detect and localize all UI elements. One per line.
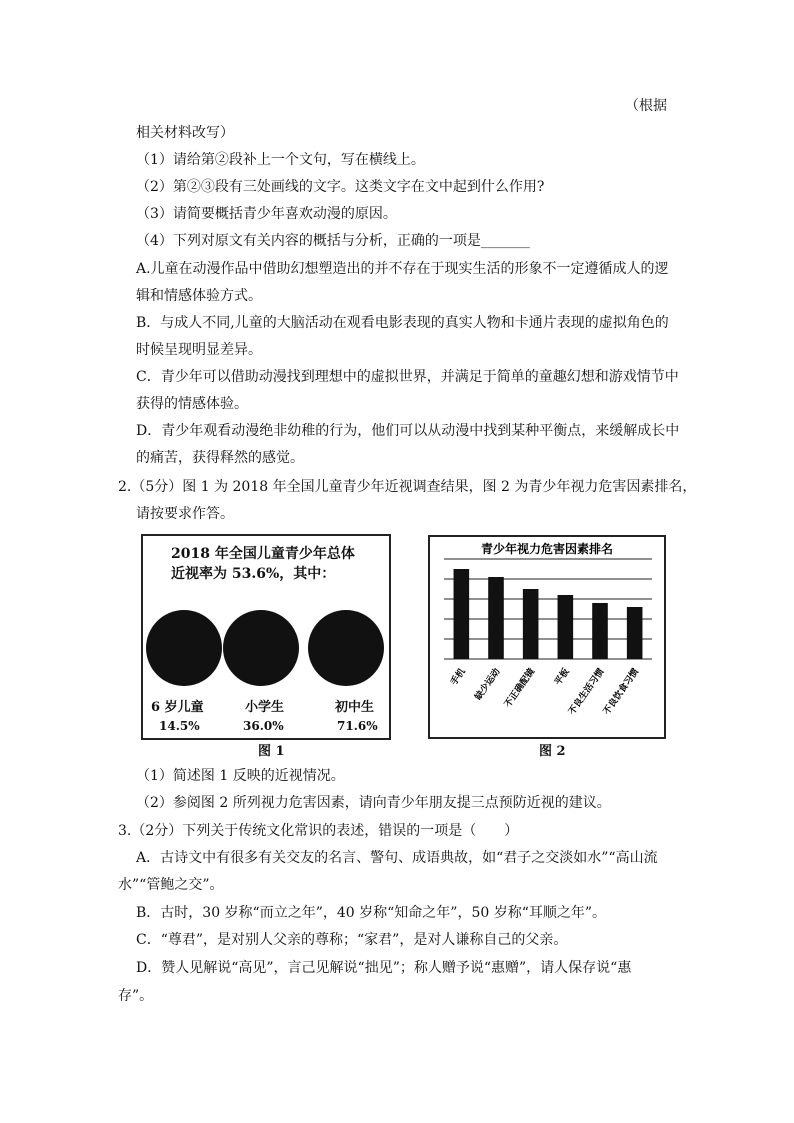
q3-option-b: B．古时，30 岁称“而立之年”，40 岁称“知命之年”，50 岁称“耳顺之年”。: [136, 905, 607, 921]
pie-6yr: [146, 610, 222, 686]
figure-1: [141, 534, 391, 740]
q1-option-c-line2: 获得的情感体验。: [136, 396, 248, 412]
q1-sub2: （2）第②③段有三处画线的文字。这类文字在文中起到什么作用?: [136, 179, 545, 195]
bar-5: [627, 607, 643, 659]
q3-stem: 3.（2分）下列关于传统文化常识的表述，错误的一项是（ ）: [118, 823, 519, 839]
q2-stem-line2: 请按要求作答。: [136, 506, 234, 522]
q3-option-d-line1: D．赞人见解说“高见”，言己见解说“拙见”；称人赠予说“惠赠”，请人保存说“惠: [136, 960, 632, 976]
bar-chart: [430, 537, 664, 737]
x-tick-label: 手机: [449, 666, 468, 688]
chart-title: 青少年视力危害因素排名: [480, 542, 614, 556]
q3-option-c: C．“尊君”，是对别人父亲的尊称；“家君”，是对人谦称自己的父亲。: [136, 932, 568, 948]
x-tick-label: 不良生活习惯: [567, 666, 607, 717]
group-value-6yr: 14.5%: [159, 719, 200, 733]
group-label-junior: 初中生: [335, 700, 375, 715]
figure-2: [428, 535, 666, 739]
q3-option-d-line2: 存”。: [118, 988, 154, 1004]
figure-1-title-line2: 近视率为 53.6%，其中：: [171, 566, 336, 582]
q1-option-d-line2: 的痛苦，获得释然的感觉。: [136, 450, 304, 466]
q3-option-a-line2: 水”“管鲍之交”。: [118, 877, 224, 893]
x-tick-label: 缺少运动: [473, 666, 503, 703]
group-value-primary: 36.0%: [243, 719, 284, 733]
figure-1-caption: 图 1: [258, 744, 285, 759]
x-tick-label: 不正确配镜: [503, 666, 538, 710]
x-tick-label: 平板: [553, 666, 572, 688]
x-tick-label: 不良饮食习惯: [601, 666, 642, 717]
bar-0: [454, 569, 470, 659]
q1-sub1: （1）请给第②段补上一个文句，写在横线上。: [136, 152, 425, 168]
q1-option-a-line2: 辑和情感体验方式。: [136, 288, 262, 304]
source-note-line2: 相关材料改写）: [136, 125, 234, 141]
pie-junior: [308, 610, 384, 686]
group-label-6yr: 6 岁儿童: [151, 700, 204, 715]
bar-4: [592, 603, 608, 659]
q1-sub4: （4）下列对原文有关内容的概括与分析，正确的一项是_______: [136, 233, 530, 249]
pie-primary: [223, 610, 299, 686]
group-label-primary: 小学生: [245, 700, 285, 715]
q2-stem-line1: 2.（5分）图 1 为 2018 年全国儿童青少年近视调查结果，图 2 为青少年视力危害因素排名，: [118, 479, 697, 495]
figure-1-title-line1: 2018 年全国儿童青少年总体: [171, 546, 355, 562]
q1-option-b-line1: B．与成人不同,儿童的大脑活动在观看电影表现的真实人物和卡通片表现的虚拟角色的: [136, 315, 669, 331]
bar-2: [523, 589, 539, 659]
group-value-junior: 71.6%: [337, 719, 378, 733]
q1-option-d-line1: D．青少年观看动漫绝非幼稚的行为，他们可以从动漫中找到某种平衡点，来缓解成长中: [136, 423, 680, 439]
bar-3: [558, 595, 574, 659]
q3-option-a-line1: A．古诗文中有很多有关交友的名言、警句、成语典故，如“君子之交淡如水”“高山流: [136, 850, 658, 866]
bar-1: [488, 577, 504, 659]
q1-option-b-line2: 时候呈现明显差异。: [136, 342, 262, 358]
q2-sub2: （2）参阅图 2 所列视力危害因素，请向青少年朋友提三点预防近视的建议。: [136, 795, 611, 811]
figure-2-caption: 图 2: [539, 744, 566, 759]
source-note-line1: （根据: [625, 98, 667, 114]
q1-sub3: （3）请简要概括青少年喜欢动漫的原因。: [136, 206, 397, 222]
q1-option-c-line1: C．青少年可以借助动漫找到理想中的虚拟世界，并满足于简单的童趣幻想和游戏情节中: [136, 369, 679, 385]
q2-sub1: （1）简述图 1 反映的近视情况。: [136, 768, 345, 784]
q1-option-a-line1: A.儿童在动漫作品中借助幻想塑造出的并不存在于现实生活的形象不一定遵循成人的逻: [136, 261, 669, 277]
